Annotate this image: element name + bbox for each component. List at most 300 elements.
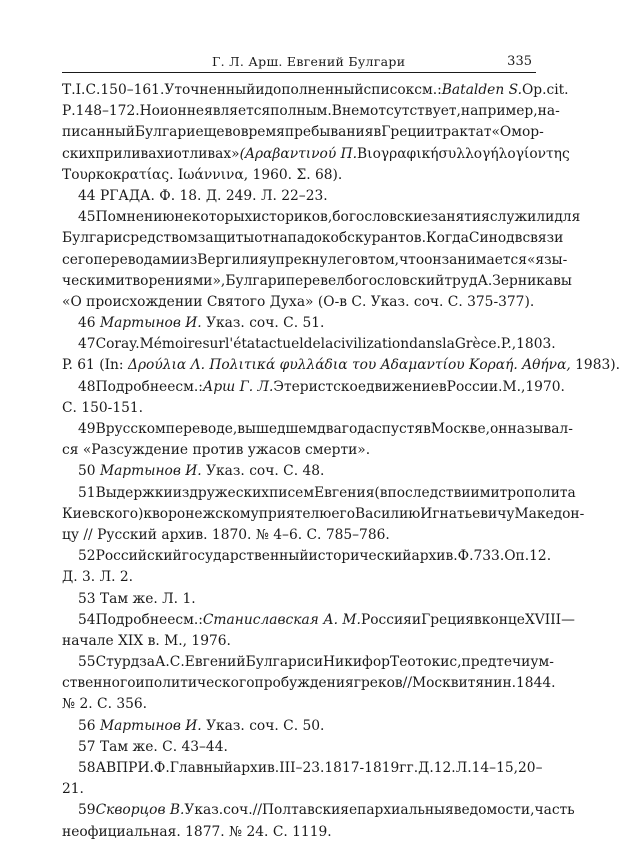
word: 44 xyxy=(78,187,100,204)
word: Д. xyxy=(205,187,226,204)
word: митрополита xyxy=(479,484,576,501)
word: том, xyxy=(368,251,400,268)
word: Греция xyxy=(421,611,474,628)
word: его xyxy=(69,251,94,268)
word: 3. xyxy=(82,569,100,586)
text-line xyxy=(62,207,581,228)
word: l'état xyxy=(225,336,261,353)
text-line xyxy=(62,334,556,355)
word: нем xyxy=(341,103,371,120)
word: полным. xyxy=(270,103,332,120)
word: 1119. xyxy=(292,823,332,840)
word: Вергилия xyxy=(197,251,268,268)
word: ведомости, xyxy=(453,802,535,819)
word: Op. xyxy=(521,82,547,98)
word: civilization xyxy=(333,336,410,353)
word: М., xyxy=(164,632,192,649)
word: года xyxy=(341,421,374,437)
word: спустя xyxy=(374,421,424,437)
word: Указ. xyxy=(206,463,250,480)
word: 21. xyxy=(62,781,84,798)
word: для xyxy=(554,209,581,226)
word: Д. xyxy=(62,569,82,586)
word: РГАДА. xyxy=(99,187,160,204)
word: P., xyxy=(500,336,517,353)
word: С. xyxy=(62,399,82,416)
word: в xyxy=(360,251,368,268)
word: Оп. xyxy=(504,548,530,565)
text-line xyxy=(62,165,536,186)
word: Подробнее xyxy=(95,378,176,395)
word: 59 xyxy=(78,802,96,819)
word: воронежскому xyxy=(152,505,259,522)
word: упрекнул xyxy=(267,251,337,268)
word: Евгений xyxy=(184,654,246,671)
word: в xyxy=(438,378,447,395)
text-line xyxy=(62,631,536,652)
word: I. xyxy=(75,82,86,98)
word: из xyxy=(180,251,198,268)
word: «О xyxy=(491,124,512,141)
word: и xyxy=(313,654,324,671)
word: дополненный xyxy=(264,82,364,98)
word: Русский xyxy=(97,526,162,543)
word: Мартынов И. xyxy=(99,717,207,734)
word: С. xyxy=(162,738,182,755)
text-line xyxy=(62,101,560,122)
word: Духа» xyxy=(269,293,318,310)
word: της xyxy=(546,145,570,162)
word: // xyxy=(402,675,412,692)
text-line xyxy=(62,652,554,673)
word: По xyxy=(95,209,116,226)
word: Полтавския xyxy=(261,802,349,819)
word: С. xyxy=(283,463,303,480)
word: «О xyxy=(62,293,87,310)
word: С. xyxy=(169,654,185,671)
word: Ιωάννινα, xyxy=(177,166,253,183)
word: предтечи xyxy=(461,654,531,671)
word: cit. xyxy=(546,82,569,98)
word: 1877. xyxy=(185,823,230,840)
word: С. xyxy=(283,315,303,332)
word: Grèce. xyxy=(454,336,501,353)
word: (In: xyxy=(99,357,128,374)
text-line xyxy=(62,483,576,504)
word: 1. xyxy=(182,590,196,607)
text-line xyxy=(62,504,585,525)
word: Р. xyxy=(62,103,76,120)
word: трактат xyxy=(434,124,492,141)
text-line xyxy=(62,355,620,376)
word: вышедшем xyxy=(237,421,318,437)
word: некоторых xyxy=(174,209,253,226)
word: против xyxy=(192,442,248,459)
word: 1970. xyxy=(525,378,565,395)
word: 150-151. xyxy=(81,399,144,416)
word: обскурантов. xyxy=(330,230,426,247)
text-line xyxy=(62,525,536,546)
word: sur xyxy=(202,336,226,353)
text-line xyxy=(62,250,568,271)
word: 375-377). xyxy=(467,293,535,310)
word: А. xyxy=(477,272,493,289)
word: С. xyxy=(272,823,293,840)
word: и xyxy=(411,611,422,628)
word: 733. xyxy=(473,548,505,565)
word: Стурдза xyxy=(95,654,155,671)
word: Batalden S. xyxy=(441,82,522,98)
word: историков, xyxy=(252,209,333,226)
text-line xyxy=(62,186,536,207)
word: и xyxy=(135,675,145,692)
word: 785–786. xyxy=(325,526,390,543)
word: см.: xyxy=(414,82,442,98)
word: смерти». xyxy=(305,442,371,459)
word: например, xyxy=(460,103,538,120)
text-line xyxy=(62,228,564,249)
word: Теотокис, xyxy=(390,654,462,671)
word: 12. xyxy=(529,548,552,565)
text-line xyxy=(62,610,575,631)
word: часть xyxy=(534,802,575,819)
text-line xyxy=(62,758,543,779)
word: средством xyxy=(122,230,198,247)
word: συλλογή xyxy=(438,145,499,162)
word: во xyxy=(224,124,241,141)
word: 12. xyxy=(433,760,456,776)
word: является xyxy=(204,103,271,120)
text-line xyxy=(62,122,544,143)
word: исторический xyxy=(308,548,412,565)
text-line xyxy=(62,419,573,440)
word: Указ. xyxy=(206,315,250,332)
word: государственный xyxy=(181,548,309,565)
footnotes-text xyxy=(62,80,620,843)
running-title: Г. Л. Арш. Евгений Булгари xyxy=(212,54,406,69)
word: 1817-1819 xyxy=(324,760,400,776)
word: 46 xyxy=(78,315,100,332)
text-line xyxy=(62,567,536,588)
word: 51. xyxy=(302,315,325,332)
word: занимается xyxy=(441,251,527,268)
word: Ф. xyxy=(457,548,474,565)
word: Василию xyxy=(355,505,421,522)
word: 48. xyxy=(302,463,325,480)
word: перевел xyxy=(285,272,345,289)
word: отливах» xyxy=(173,145,240,162)
word: АВПРИ. xyxy=(95,760,154,776)
word: Этеристское xyxy=(273,378,366,395)
word: и xyxy=(159,103,170,120)
word: греков xyxy=(353,675,403,692)
text-line xyxy=(62,313,536,334)
word: Москве, xyxy=(430,421,490,437)
word: Ф. xyxy=(153,760,170,776)
word: архив. xyxy=(411,548,458,565)
word: Подробнее xyxy=(95,611,176,628)
text-line xyxy=(62,822,536,843)
word: Синод xyxy=(468,230,515,247)
word: Κοραή. xyxy=(469,357,523,374)
word: Киевского) xyxy=(62,505,144,522)
word: 54 xyxy=(78,611,96,628)
word: 45 xyxy=(78,209,96,226)
word: же. xyxy=(132,590,163,607)
word: – xyxy=(295,760,303,776)
word: 48 xyxy=(78,378,96,395)
word: архив. xyxy=(233,760,280,776)
word: С. xyxy=(97,696,117,713)
word: Россия xyxy=(360,611,412,628)
word: 47 xyxy=(78,336,96,353)
word: цу xyxy=(62,526,84,543)
word: — xyxy=(561,611,575,628)
word: Л. xyxy=(162,590,183,607)
word: мор- xyxy=(511,124,544,141)
word: соч. xyxy=(249,315,284,332)
word: переводе, xyxy=(165,421,238,437)
word: см.: xyxy=(175,378,203,395)
word: του xyxy=(351,357,381,374)
word: дружеских xyxy=(189,484,270,501)
text-line xyxy=(62,716,536,737)
word: Βιογραφική xyxy=(357,145,439,162)
word: Булгари xyxy=(134,124,196,141)
text-line xyxy=(62,377,565,398)
word: Евгения xyxy=(314,484,375,501)
word: Российский xyxy=(95,548,182,565)
word: Греции xyxy=(381,124,435,141)
word: он xyxy=(169,103,187,120)
word: переводами xyxy=(93,251,181,268)
word: ских xyxy=(62,145,96,162)
text-line xyxy=(62,271,572,292)
word: Σ. xyxy=(296,166,315,183)
text-line xyxy=(62,589,536,610)
word: 52 xyxy=(78,548,96,565)
word: Πολιτικά xyxy=(209,357,280,374)
text-line xyxy=(62,737,536,758)
text-line xyxy=(62,144,570,165)
word: 51 xyxy=(78,484,96,501)
word: политического xyxy=(144,675,255,692)
word: же. xyxy=(132,738,163,755)
word: см.: xyxy=(175,611,203,628)
word: богословские xyxy=(332,209,431,226)
word: 55 xyxy=(78,654,96,671)
word: Указ. xyxy=(184,802,224,819)
word: что xyxy=(399,251,425,268)
word: он xyxy=(490,421,508,437)
word: писанный xyxy=(62,124,135,141)
word: Зерникавы xyxy=(492,272,572,289)
word: ум- xyxy=(530,654,554,671)
word: (Αραβαντινού Π. xyxy=(239,145,358,162)
word: С. xyxy=(306,526,326,543)
word: время xyxy=(240,124,285,141)
word: 53 xyxy=(78,590,100,607)
word: в xyxy=(423,421,431,437)
page-number: 335 xyxy=(507,54,532,69)
word: труд xyxy=(444,272,478,289)
word: Τουρκοκρατίας. xyxy=(62,166,178,183)
word: Но xyxy=(139,103,160,120)
word: конце xyxy=(481,611,525,628)
word: к xyxy=(143,505,153,522)
word: в xyxy=(373,124,382,141)
word: Указ. xyxy=(370,293,414,310)
word: А. xyxy=(154,654,170,671)
word: М., xyxy=(502,378,526,395)
word: пробуждения xyxy=(254,675,354,692)
word: № xyxy=(62,696,80,713)
text-line xyxy=(62,398,536,419)
word: 49 xyxy=(78,421,96,437)
word: 1960. xyxy=(252,166,297,183)
word: в xyxy=(474,611,482,628)
word: 4–6. xyxy=(273,526,307,543)
word: 18. xyxy=(179,187,206,204)
word: соч. xyxy=(249,717,284,734)
word: 2. xyxy=(79,696,98,713)
word: 356. xyxy=(116,696,148,713)
word: Там xyxy=(99,738,133,755)
word: Αθήνα, xyxy=(522,357,576,374)
word: соч. xyxy=(249,463,284,480)
word: 58 xyxy=(78,760,96,776)
text-line xyxy=(62,779,536,800)
word: движение xyxy=(366,378,439,395)
word: // xyxy=(83,526,98,543)
word: соч. xyxy=(413,293,448,310)
word: называл- xyxy=(507,421,573,437)
word: Когда xyxy=(425,230,469,247)
word: на- xyxy=(537,103,560,120)
word: начале xyxy=(62,632,119,649)
word: ческими xyxy=(62,272,125,289)
word: 22–23. xyxy=(281,187,328,204)
word: Булгари xyxy=(225,272,286,289)
word: Указ. xyxy=(206,717,250,734)
word: неофициальная. xyxy=(62,823,186,840)
word: Αδαμαντίου xyxy=(380,357,470,374)
word: отсутствует, xyxy=(370,103,461,120)
word: не xyxy=(186,103,205,120)
word: его xyxy=(336,251,361,268)
word: ся xyxy=(62,442,83,459)
text-line xyxy=(62,694,536,715)
word: 24. xyxy=(246,823,273,840)
word: защиты xyxy=(197,230,255,247)
word: и xyxy=(164,145,174,162)
word: dans xyxy=(409,336,443,353)
word: Булгари xyxy=(62,230,123,247)
word: 50 xyxy=(78,463,100,480)
word: Булгарис xyxy=(245,654,314,671)
word: XVIII xyxy=(524,611,562,628)
word: 249. xyxy=(225,187,261,204)
word: от xyxy=(254,230,271,247)
word: 1844. xyxy=(516,675,556,692)
word: Святого xyxy=(206,293,270,310)
word: 1983). xyxy=(575,357,620,374)
word: в. xyxy=(147,632,165,649)
word: // xyxy=(252,802,262,819)
word: 14–15, xyxy=(471,760,519,776)
word: Д. xyxy=(418,760,434,776)
word: епархиальныя xyxy=(348,802,454,819)
word: русском xyxy=(105,421,166,437)
word: с xyxy=(62,251,70,268)
word: 43–44. xyxy=(181,738,228,755)
text-line xyxy=(62,440,536,461)
word: ственного xyxy=(62,675,136,692)
word: 57 xyxy=(78,738,100,755)
word: Выдержки xyxy=(95,484,173,501)
word: Арш Г. Л. xyxy=(202,378,274,395)
word: Станиславская А. М. xyxy=(202,611,361,628)
word: «Разсуждение xyxy=(82,442,193,459)
word: Игнатьевичу xyxy=(420,505,515,522)
text-line xyxy=(62,80,569,101)
word: la xyxy=(442,336,455,353)
word: С. xyxy=(351,293,371,310)
word: Скворцов В. xyxy=(95,802,185,819)
word: Mémoire xyxy=(139,336,203,353)
word: приливах xyxy=(95,145,165,162)
word: 68). xyxy=(314,166,343,183)
word: С. xyxy=(447,293,468,310)
word: гг. xyxy=(399,760,419,776)
word: 61 xyxy=(77,357,100,374)
word: В xyxy=(331,103,342,120)
text-line xyxy=(62,673,556,694)
word: и xyxy=(255,82,265,98)
word: Т. xyxy=(62,82,76,98)
word: Москвитянин. xyxy=(411,675,517,692)
word: 56 xyxy=(78,717,100,734)
word: пребывания xyxy=(284,124,374,141)
word: (О-в xyxy=(317,293,352,310)
word: actuel xyxy=(260,336,304,353)
word: Главный xyxy=(169,760,233,776)
word: (впоследствии xyxy=(374,484,480,501)
word: Δρούλια Λ. xyxy=(127,357,210,374)
word: он xyxy=(424,251,442,268)
text-line xyxy=(62,800,575,821)
word: Ф. xyxy=(159,187,180,204)
word: 148–172. xyxy=(75,103,140,120)
word: В xyxy=(95,421,106,437)
word: занятия xyxy=(430,209,490,226)
word: в xyxy=(514,230,523,247)
word: связи xyxy=(522,230,564,247)
word: № xyxy=(255,526,274,543)
word: 1803. xyxy=(516,336,556,353)
word: Македон- xyxy=(514,505,585,522)
word: Л. xyxy=(455,760,472,776)
running-header xyxy=(62,52,536,73)
word: творениями», xyxy=(124,272,226,289)
word: Coray. xyxy=(95,336,140,353)
word: XIX xyxy=(118,632,148,649)
word: 23. xyxy=(302,760,325,776)
word: список xyxy=(363,82,415,98)
word: ужасов xyxy=(247,442,306,459)
word: λογίον xyxy=(498,145,547,162)
text-line xyxy=(62,461,536,482)
